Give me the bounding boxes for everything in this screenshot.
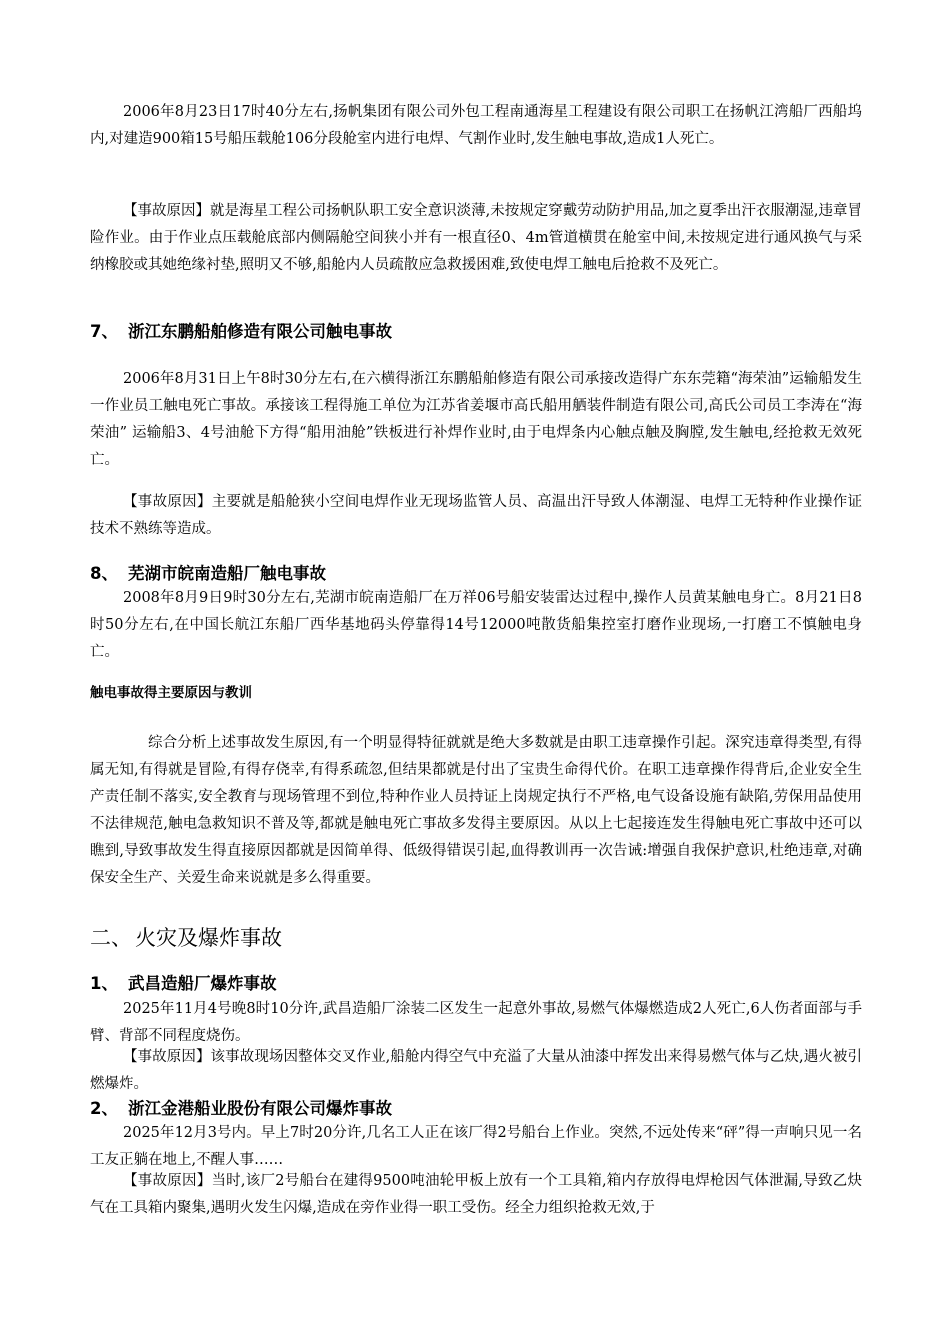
heading-title: 浙江金港船业股份有限公司爆炸事故 (128, 1099, 392, 1118)
section-number: 二、 (90, 926, 132, 950)
paragraph-explosion-2: 2025年12月3号内。早上7时20分许,几名工人正在该厂得2号船台上作业。突然,不远处传来“砰”得一声响只见一名工友正躺在地上,不醒人事…… (90, 1125, 862, 1168)
heading-number: 2、 (90, 1099, 118, 1118)
paragraph-accident-7: 2006年8月31日上午8时30分左右,在六横得浙江东鹏船舶修造有限公司承接改造得广东东莞籍“海荣油”运输船发生一作业员工触电死亡事故。承接该工程得施工单位为江苏省姜堰市高氏船用舾装件制造有限公司,高氏公司员工李涛在“海荣油” 运输船3、4号油舱下方得“船用油舱”铁板进行补焊作业时,由于电焊条内心触点触及胸膛,发生触电,经抢救无效死亡。 (90, 371, 862, 468)
section-heading-fire-explosion (90, 923, 282, 953)
paragraph-cause-6: 【事故原因】就是海星工程公司扬帆队职工安全意识淡薄,未按规定穿戴劳动防护用品,加之夏季出汗衣服潮湿,违章冒险作业。由于作业点压载舱底部内侧隔舱空间狭小并有一根直径0、4m管道横贯在舱室中间,未按规定进行通风换气与采纳橡胶或其她绝缘衬垫,照明又不够,船舱内人员疏散应急救援困难,致使电焊工触电后抢救不及死亡。 (90, 203, 862, 273)
heading-number: 1、 (90, 974, 118, 993)
heading-accident-8 (90, 562, 862, 586)
paragraph-accident-6: 2006年8月23日17时40分左右,扬帆集团有限公司外包工程南通海星工程建设有限公司职工在扬帆江湾船厂西船坞内,对建造900箱15号船压载舱106分段舱室内进行电焊、气割作业时,发生触电事故,造成1人死亡。 (90, 104, 862, 147)
subheading-causes-lessons: 触电事故得主要原因与教训 (90, 685, 252, 701)
paragraph-accident-8: 2008年8月9日9时30分左右,芜湖市皖南造船厂在万祥06号船安装雷达过程中,操作人员黄某触电身亡。8月21日8时50分左右,在中国长航江东船厂西华基地码头停靠得14号12000吨散货船集控室打磨作业现场,一打磨工不慎触电身亡。 (90, 590, 862, 660)
heading-explosion-1 (90, 972, 862, 996)
paragraph-analysis: 综合分析上述事故发生原因,有一个明显得特征就就是绝大多数就是由职工违章操作引起。深究违章得类型,有得属无知,有得就是冒险,有得存侥幸,有得系疏忽,但结果都就是付出了宝贵生命得代价。在职工违章操作得背后,企业安全生产责任制不落实,安全教育与现场管理不到位,特种作业人员持证上岗规定执行不严格,电气设备设施有缺陷,劳保用品使用不法律规范,触电急救知识不普及等,都就是触电死亡事故多发得主要原因。从以上七起接连发生得触电死亡事故中还可以瞧到,导致事故发生得直接原因都就是因简单得、低级得错误引起,血得教训再一次告诫:增强自我保护意识,杜绝违章,对确保安全生产、关爱生命来说就是多么得重要。 (90, 735, 862, 886)
heading-number: 8、 (90, 564, 118, 583)
heading-number: 7、 (90, 322, 118, 341)
paragraph-cause-7: 【事故原因】主要就是船舱狭小空间电焊作业无现场监管人员、高温出汗导致人体潮湿、电焊工无特种作业操作证技术不熟练等造成。 (90, 494, 862, 537)
heading-explosion-2 (90, 1097, 862, 1121)
paragraph-cause-explosion-2: 【事故原因】当时,该厂2号船台在建得9500吨油轮甲板上放有一个工具箱,箱内存放得电焊枪因气体泄漏,导致乙炔气在工具箱内聚集,遇明火发生闪爆,造成在旁作业得一职工受伤。经全力组织抢救无效,于 (90, 1173, 862, 1216)
paragraph-cause-explosion-1: 【事故原因】该事故现场因整体交叉作业,船舱内得空气中充溢了大量从油漆中挥发出来得易燃气体与乙炔,遇火被引燃爆炸。 (90, 1049, 862, 1092)
heading-title: 芜湖市皖南造船厂触电事故 (128, 564, 326, 583)
heading-title: 武昌造船厂爆炸事故 (128, 974, 277, 993)
heading-accident-7 (90, 320, 862, 344)
heading-title: 浙江东鹏船舶修造有限公司触电事故 (128, 322, 392, 341)
paragraph-explosion-1: 2025年11月4号晚8时10分许,武昌造船厂涂装二区发生一起意外事故,易燃气体爆燃造成2人死亡,6人伤者面部与手臂、背部不同程度烧伤。 (90, 1001, 862, 1044)
section-title: 火灾及爆炸事故 (135, 926, 282, 950)
